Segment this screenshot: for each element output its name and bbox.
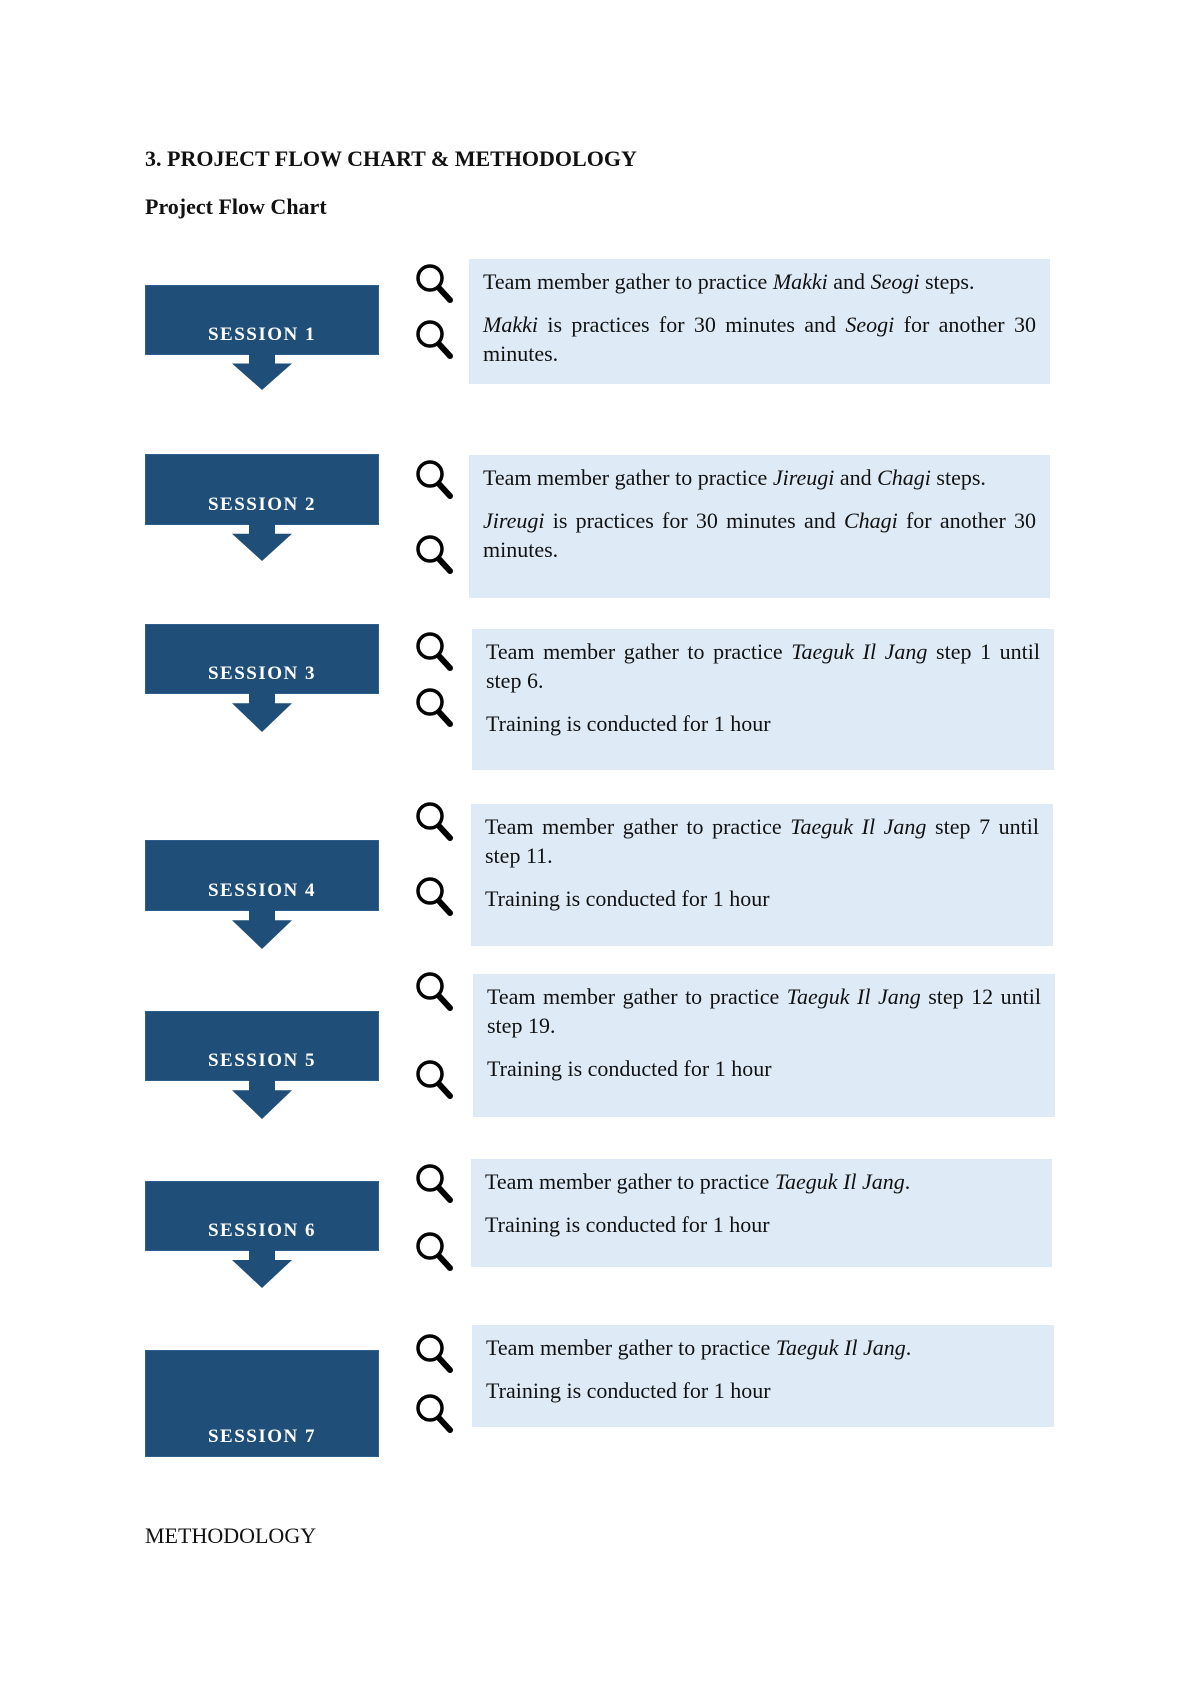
term: Taeguk Il Jang xyxy=(774,1169,905,1194)
text: Team member gather to practice xyxy=(487,984,787,1009)
magnifier-icon xyxy=(414,800,454,842)
session-box xyxy=(145,1350,379,1457)
term: Taeguk Il Jang xyxy=(790,814,927,839)
text: Training is conducted for 1 hour xyxy=(487,1056,772,1081)
magnifier-icon xyxy=(414,262,454,304)
text: and xyxy=(827,269,871,294)
text: Team member gather to practice xyxy=(483,269,773,294)
text: Training is conducted for 1 hour xyxy=(485,886,770,911)
description-line xyxy=(483,267,1036,296)
term: Seogi xyxy=(870,269,920,294)
session-box xyxy=(145,285,379,355)
description-line xyxy=(485,1167,1038,1196)
text: is practices for 30 minutes and xyxy=(537,312,846,337)
session-description xyxy=(469,455,1050,598)
down-arrow-icon xyxy=(232,693,292,732)
term: Makki xyxy=(772,269,828,294)
session-box xyxy=(145,624,379,694)
description-line xyxy=(485,884,1039,913)
down-arrow-icon xyxy=(232,1250,292,1288)
down-arrow-icon xyxy=(232,354,292,390)
magnifier-icon xyxy=(414,970,454,1012)
session-description xyxy=(472,629,1054,770)
text: steps. xyxy=(919,269,975,294)
text: Team member gather to practice xyxy=(483,465,773,490)
term: Chagi xyxy=(877,465,931,490)
magnifier-icon xyxy=(414,1230,454,1272)
magnifier-icon xyxy=(414,686,454,728)
text: is practices for 30 minutes and xyxy=(544,508,844,533)
magnifier-icon xyxy=(414,458,454,500)
section-heading: 3. PROJECT FLOW CHART & METHODOLOGY xyxy=(145,146,637,171)
session-label: SESSION 5 xyxy=(207,1050,317,1071)
text: Training is conducted for 1 hour xyxy=(486,1378,771,1403)
term: Makki xyxy=(483,312,538,337)
text: Team member gather to practice xyxy=(485,814,791,839)
down-arrow-icon xyxy=(232,524,292,561)
session-description xyxy=(472,1325,1054,1427)
text: step 1 until step 6. xyxy=(486,639,1040,693)
methodology-heading: METHODOLOGY xyxy=(145,1523,317,1548)
session-description xyxy=(469,259,1050,384)
description-line xyxy=(486,1376,1040,1405)
term: Taeguk Il Jang xyxy=(786,984,921,1009)
session-description xyxy=(473,974,1055,1117)
text: Team member gather to practice xyxy=(486,639,792,664)
subheading: Project Flow Chart xyxy=(145,194,327,219)
term: Jireugi xyxy=(772,465,835,490)
description-line xyxy=(485,1210,1038,1239)
down-arrow-icon xyxy=(232,1080,292,1119)
description-line xyxy=(483,310,1036,368)
text: for another 30 minutes. xyxy=(483,508,1036,562)
magnifier-icon xyxy=(414,1162,454,1204)
session-label: SESSION 6 xyxy=(207,1220,317,1241)
session-description xyxy=(471,804,1053,946)
session-box xyxy=(145,454,379,525)
session-label: SESSION 2 xyxy=(207,494,317,515)
term: Seogi xyxy=(845,312,895,337)
magnifier-icon xyxy=(414,533,454,575)
session-box xyxy=(145,1181,379,1251)
text: steps. xyxy=(930,465,986,490)
description-line xyxy=(486,1333,1040,1362)
magnifier-icon xyxy=(414,318,454,360)
session-label: SESSION 7 xyxy=(207,1426,317,1447)
description-line xyxy=(487,982,1041,1040)
text: . xyxy=(904,1169,911,1194)
text: Team member gather to practice xyxy=(485,1169,775,1194)
session-label: SESSION 1 xyxy=(207,324,317,345)
down-arrow-icon xyxy=(232,910,292,949)
magnifier-icon xyxy=(414,630,454,672)
magnifier-icon xyxy=(414,1392,454,1434)
term: Taeguk Il Jang xyxy=(775,1335,906,1360)
magnifier-icon xyxy=(414,1332,454,1374)
text: Training is conducted for 1 hour xyxy=(485,1212,770,1237)
term: Taeguk Il Jang xyxy=(791,639,928,664)
text: step 7 until step 11. xyxy=(485,814,1039,868)
magnifier-icon xyxy=(414,1058,454,1100)
description-line xyxy=(485,812,1039,870)
description-line xyxy=(487,1054,1041,1083)
term: Jireugi xyxy=(483,508,545,533)
session-box xyxy=(145,840,379,911)
session-label: SESSION 4 xyxy=(207,880,317,901)
term: Chagi xyxy=(843,508,898,533)
text: . xyxy=(905,1335,912,1360)
text: step 12 until step 19. xyxy=(487,984,1041,1038)
session-label: SESSION 3 xyxy=(207,663,317,684)
description-line xyxy=(483,463,1036,492)
magnifier-icon xyxy=(414,875,454,917)
text: for another 30 minutes. xyxy=(483,312,1036,366)
description-line xyxy=(486,637,1040,695)
text: and xyxy=(834,465,878,490)
text: Team member gather to practice xyxy=(486,1335,776,1360)
session-box xyxy=(145,1011,379,1081)
description-line xyxy=(486,709,1040,738)
session-description xyxy=(471,1159,1052,1267)
description-line xyxy=(483,506,1036,564)
text: Training is conducted for 1 hour xyxy=(486,711,771,736)
